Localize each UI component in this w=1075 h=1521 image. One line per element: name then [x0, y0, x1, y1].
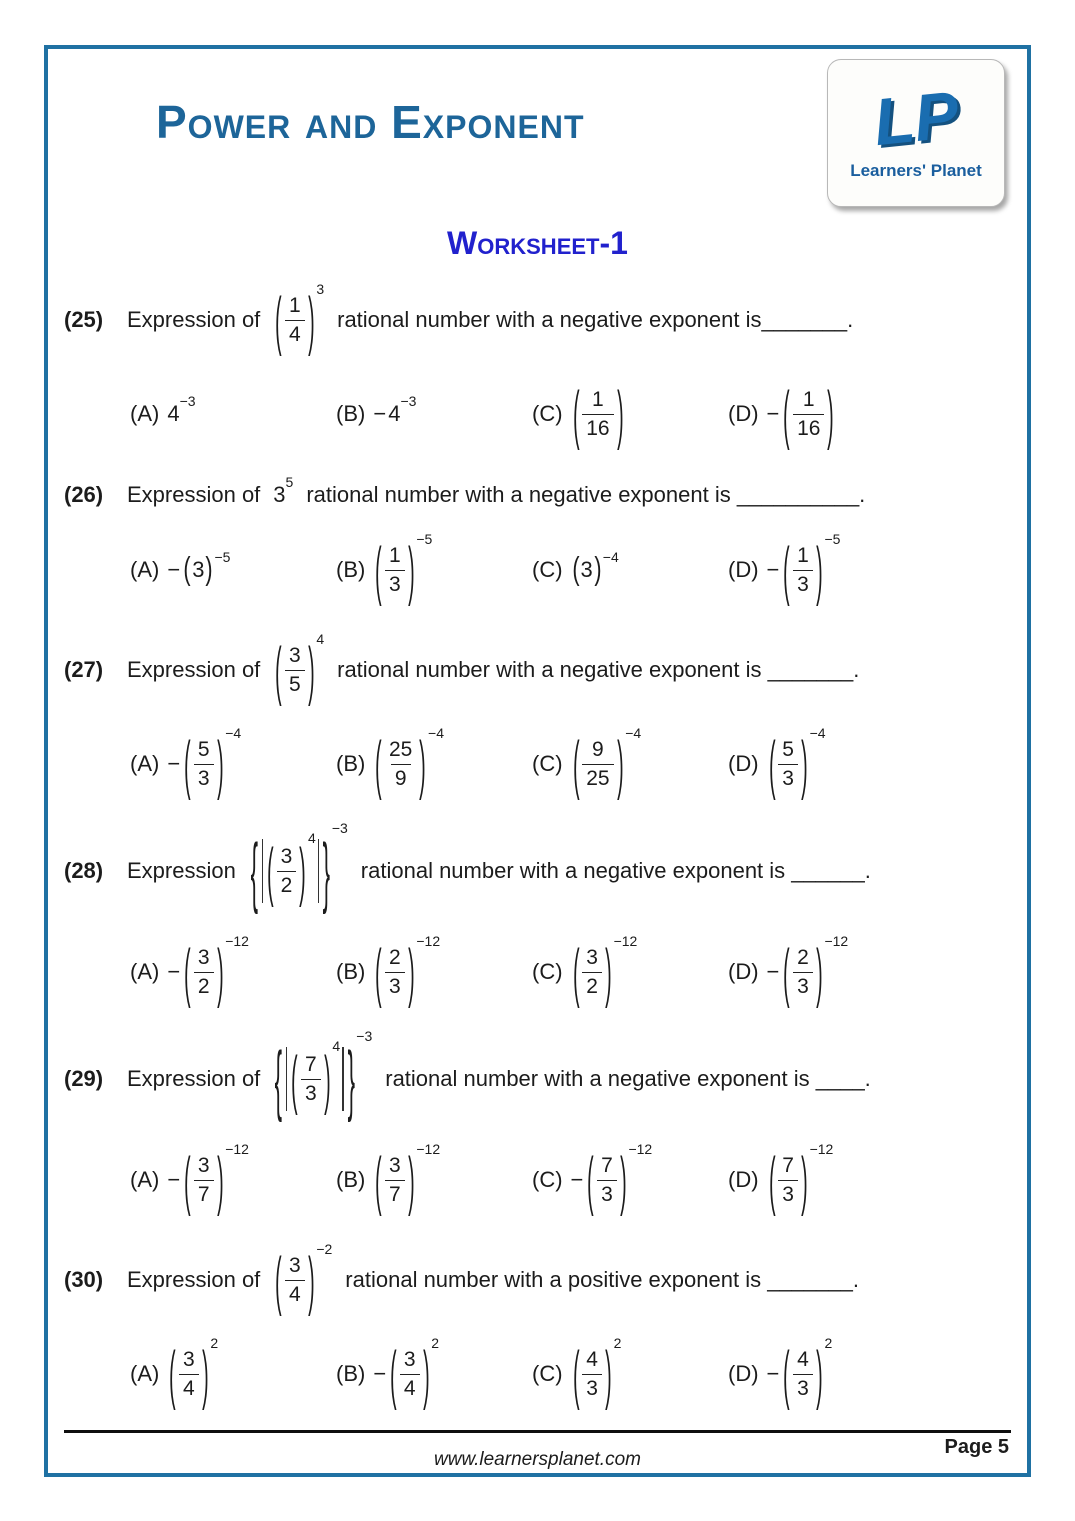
question-line	[64, 1236, 1011, 1324]
option-expression	[766, 933, 849, 1010]
math-expression: ( 9 25 ) −4	[572, 725, 642, 802]
options-row	[130, 1328, 1011, 1420]
option-item	[130, 725, 336, 802]
math-expression: − ( 4 3 ) 2	[766, 1335, 833, 1412]
math-expression: − ( 5 3 ) −4	[167, 725, 242, 802]
option-expression	[373, 933, 441, 1010]
option-label: (D)	[728, 401, 759, 426]
question-lead: Expression	[127, 858, 236, 883]
math-expression: − ( 2 3 ) −12	[766, 933, 849, 1010]
math-expression: ( 4 3 ) 2	[572, 1335, 622, 1412]
option-item	[130, 549, 336, 588]
option-item	[336, 933, 532, 1010]
page-border-frame	[44, 45, 1031, 1477]
question-number: (26)	[64, 482, 104, 507]
option-label: (C)	[532, 557, 563, 582]
option-label: (A)	[130, 401, 160, 426]
option-item	[336, 725, 532, 802]
math-expression: ( 1 3 ) −5	[375, 531, 433, 608]
math-expression: 4 −3	[167, 393, 196, 426]
option-expression	[571, 1335, 622, 1412]
option-label: (C)	[532, 751, 563, 776]
option-label: (B)	[336, 1167, 366, 1192]
option-label: (A)	[130, 959, 160, 984]
question-expression	[249, 820, 348, 916]
option-label: (B)	[336, 557, 366, 582]
option-expression	[766, 376, 837, 452]
math-expression: − ( 1 3 ) −5	[766, 531, 841, 608]
option-item	[728, 1335, 1011, 1412]
question-item	[64, 820, 1011, 1028]
math-expression: ( 5 3 ) −4	[768, 725, 826, 802]
math-expression: ( 3 ) −4	[571, 549, 619, 588]
option-label: (B)	[336, 401, 366, 426]
question-expression	[273, 631, 325, 708]
option-expression	[167, 393, 196, 427]
question-number: (29)	[64, 1066, 104, 1091]
option-label: (C)	[532, 959, 563, 984]
lp-monogram-icon: LP	[870, 76, 962, 160]
math-expression: ( 25 9 ) −4	[375, 725, 444, 802]
footer	[64, 1430, 1011, 1471]
math-expression: − ( 3 7 ) −12	[167, 1141, 249, 1218]
option-item	[336, 1141, 532, 1218]
option-item	[728, 376, 1011, 452]
question-number: (25)	[64, 307, 104, 332]
question-tail: rational number with a negative exponent is __________.	[306, 482, 866, 507]
math-expression: ( 3 4 ) 2	[169, 1335, 219, 1412]
math-expression: − 4 −3	[373, 393, 417, 426]
option-label: (D)	[728, 557, 759, 582]
option-expression	[373, 1141, 441, 1218]
math-expression: ( 3 2 ) −12	[572, 933, 638, 1010]
option-expression	[766, 1335, 833, 1412]
option-label: (C)	[532, 1167, 563, 1192]
question-item	[64, 1028, 1011, 1236]
option-label: (A)	[130, 751, 160, 776]
option-item	[728, 531, 1011, 608]
option-expression	[571, 549, 619, 588]
option-label: (C)	[532, 1361, 563, 1386]
math-expression: ( 3 5 ) 4	[275, 631, 325, 708]
option-expression	[373, 531, 433, 608]
option-expression	[373, 725, 444, 802]
option-label: (A)	[130, 1167, 160, 1192]
option-label: (B)	[336, 959, 366, 984]
option-item	[336, 393, 532, 427]
option-item	[336, 531, 532, 608]
math-expression: − ( 3 2 ) −12	[167, 933, 249, 1010]
math-expression: ( 7 3 ) −12	[768, 1141, 834, 1218]
question-lead: Expression of	[127, 482, 261, 507]
math-expression: − ( 7 3 ) −12	[570, 1141, 653, 1218]
question-item	[64, 470, 1011, 626]
option-item	[728, 725, 1011, 802]
questions-list	[64, 276, 1011, 1430]
option-item	[532, 1141, 728, 1218]
option-item	[130, 393, 336, 427]
option-expression	[767, 725, 826, 802]
option-expression	[766, 531, 841, 608]
options-row	[130, 718, 1011, 810]
option-label: (A)	[130, 1361, 160, 1386]
options-row	[130, 1134, 1011, 1226]
option-item	[532, 725, 728, 802]
option-label: (D)	[728, 959, 759, 984]
option-label: (D)	[728, 1167, 759, 1192]
option-label: (D)	[728, 1361, 759, 1386]
math-expression: ( 3 7 ) −12	[375, 1141, 441, 1218]
option-expression	[167, 725, 242, 802]
question-tail: rational number with a positive exponent is _______.	[345, 1267, 859, 1292]
math-expression: 3 5	[273, 474, 294, 507]
options-row	[130, 926, 1011, 1018]
learners-planet-logo	[827, 59, 1005, 207]
option-item	[728, 933, 1011, 1010]
math-expression: ( 2 3 ) −12	[375, 933, 441, 1010]
math-expression: { ( 3 2 ) 4 } −3	[250, 820, 348, 916]
math-expression: ( 1 16 )	[572, 376, 624, 452]
footer-url: www.learnersplanet.com	[434, 1449, 641, 1470]
option-item	[130, 1335, 336, 1412]
option-label: (C)	[532, 401, 563, 426]
math-expression: − ( 3 ) −5	[167, 549, 231, 588]
option-item	[532, 933, 728, 1010]
question-tail: rational number with a negative exponent is _______.	[337, 657, 860, 682]
header	[64, 59, 1011, 207]
option-label: (B)	[336, 1361, 366, 1386]
math-expression: ( 1 4 ) 3	[275, 281, 325, 358]
option-item	[130, 1141, 336, 1218]
question-number: (28)	[64, 858, 104, 883]
question-item	[64, 276, 1011, 470]
option-expression	[767, 1141, 834, 1218]
option-item	[336, 1335, 532, 1412]
math-expression: { ( 7 3 ) 4 } −3	[274, 1028, 373, 1124]
question-expression	[273, 474, 294, 508]
question-lead: Expression of	[127, 657, 261, 682]
math-expression: ( 3 4 ) −2	[275, 1241, 333, 1318]
options-row	[130, 368, 1011, 460]
question-expression	[273, 1028, 373, 1124]
question-item	[64, 1236, 1011, 1430]
option-item	[130, 933, 336, 1010]
page-number: Page 5	[944, 1436, 1009, 1458]
logo-caption: Learners' Planet	[850, 161, 982, 180]
page-title: Power and Exponent	[156, 96, 585, 148]
question-lead: Expression of	[127, 307, 261, 332]
question-expression	[273, 281, 325, 358]
option-expression	[571, 376, 626, 452]
question-expression	[273, 1241, 333, 1318]
option-item	[532, 549, 728, 588]
option-expression	[167, 1141, 249, 1218]
option-label: (A)	[130, 557, 160, 582]
question-tail: rational number with a negative exponent is_______.	[337, 307, 854, 332]
option-item	[532, 1335, 728, 1412]
footer-divider	[64, 1430, 1011, 1433]
option-expression	[167, 1335, 219, 1412]
question-tail: rational number with a negative exponent is ______.	[360, 858, 871, 883]
math-expression: − ( 1 16 )	[766, 376, 835, 452]
option-expression	[167, 933, 249, 1010]
option-label: (D)	[728, 751, 759, 776]
worksheet-title: Worksheet-1	[447, 225, 628, 261]
question-line	[64, 820, 1011, 922]
question-tail: rational number with a negative exponent is ____.	[385, 1066, 871, 1091]
question-number: (30)	[64, 1267, 104, 1292]
option-item	[728, 1141, 1011, 1218]
option-expression	[373, 1335, 440, 1412]
option-expression	[373, 393, 417, 427]
option-expression	[571, 933, 638, 1010]
options-row	[130, 524, 1011, 616]
math-expression: − ( 3 4 ) 2	[373, 1335, 440, 1412]
option-item	[532, 376, 728, 452]
question-item	[64, 626, 1011, 820]
question-lead: Expression of	[127, 1267, 261, 1292]
question-number: (27)	[64, 657, 104, 682]
question-line	[64, 1028, 1011, 1130]
question-line	[64, 626, 1011, 714]
question-line	[64, 470, 1011, 520]
option-expression	[167, 549, 231, 588]
question-lead: Expression of	[127, 1066, 261, 1091]
option-expression	[570, 1141, 653, 1218]
option-expression	[571, 725, 642, 802]
question-line	[64, 276, 1011, 364]
option-label: (B)	[336, 751, 366, 776]
